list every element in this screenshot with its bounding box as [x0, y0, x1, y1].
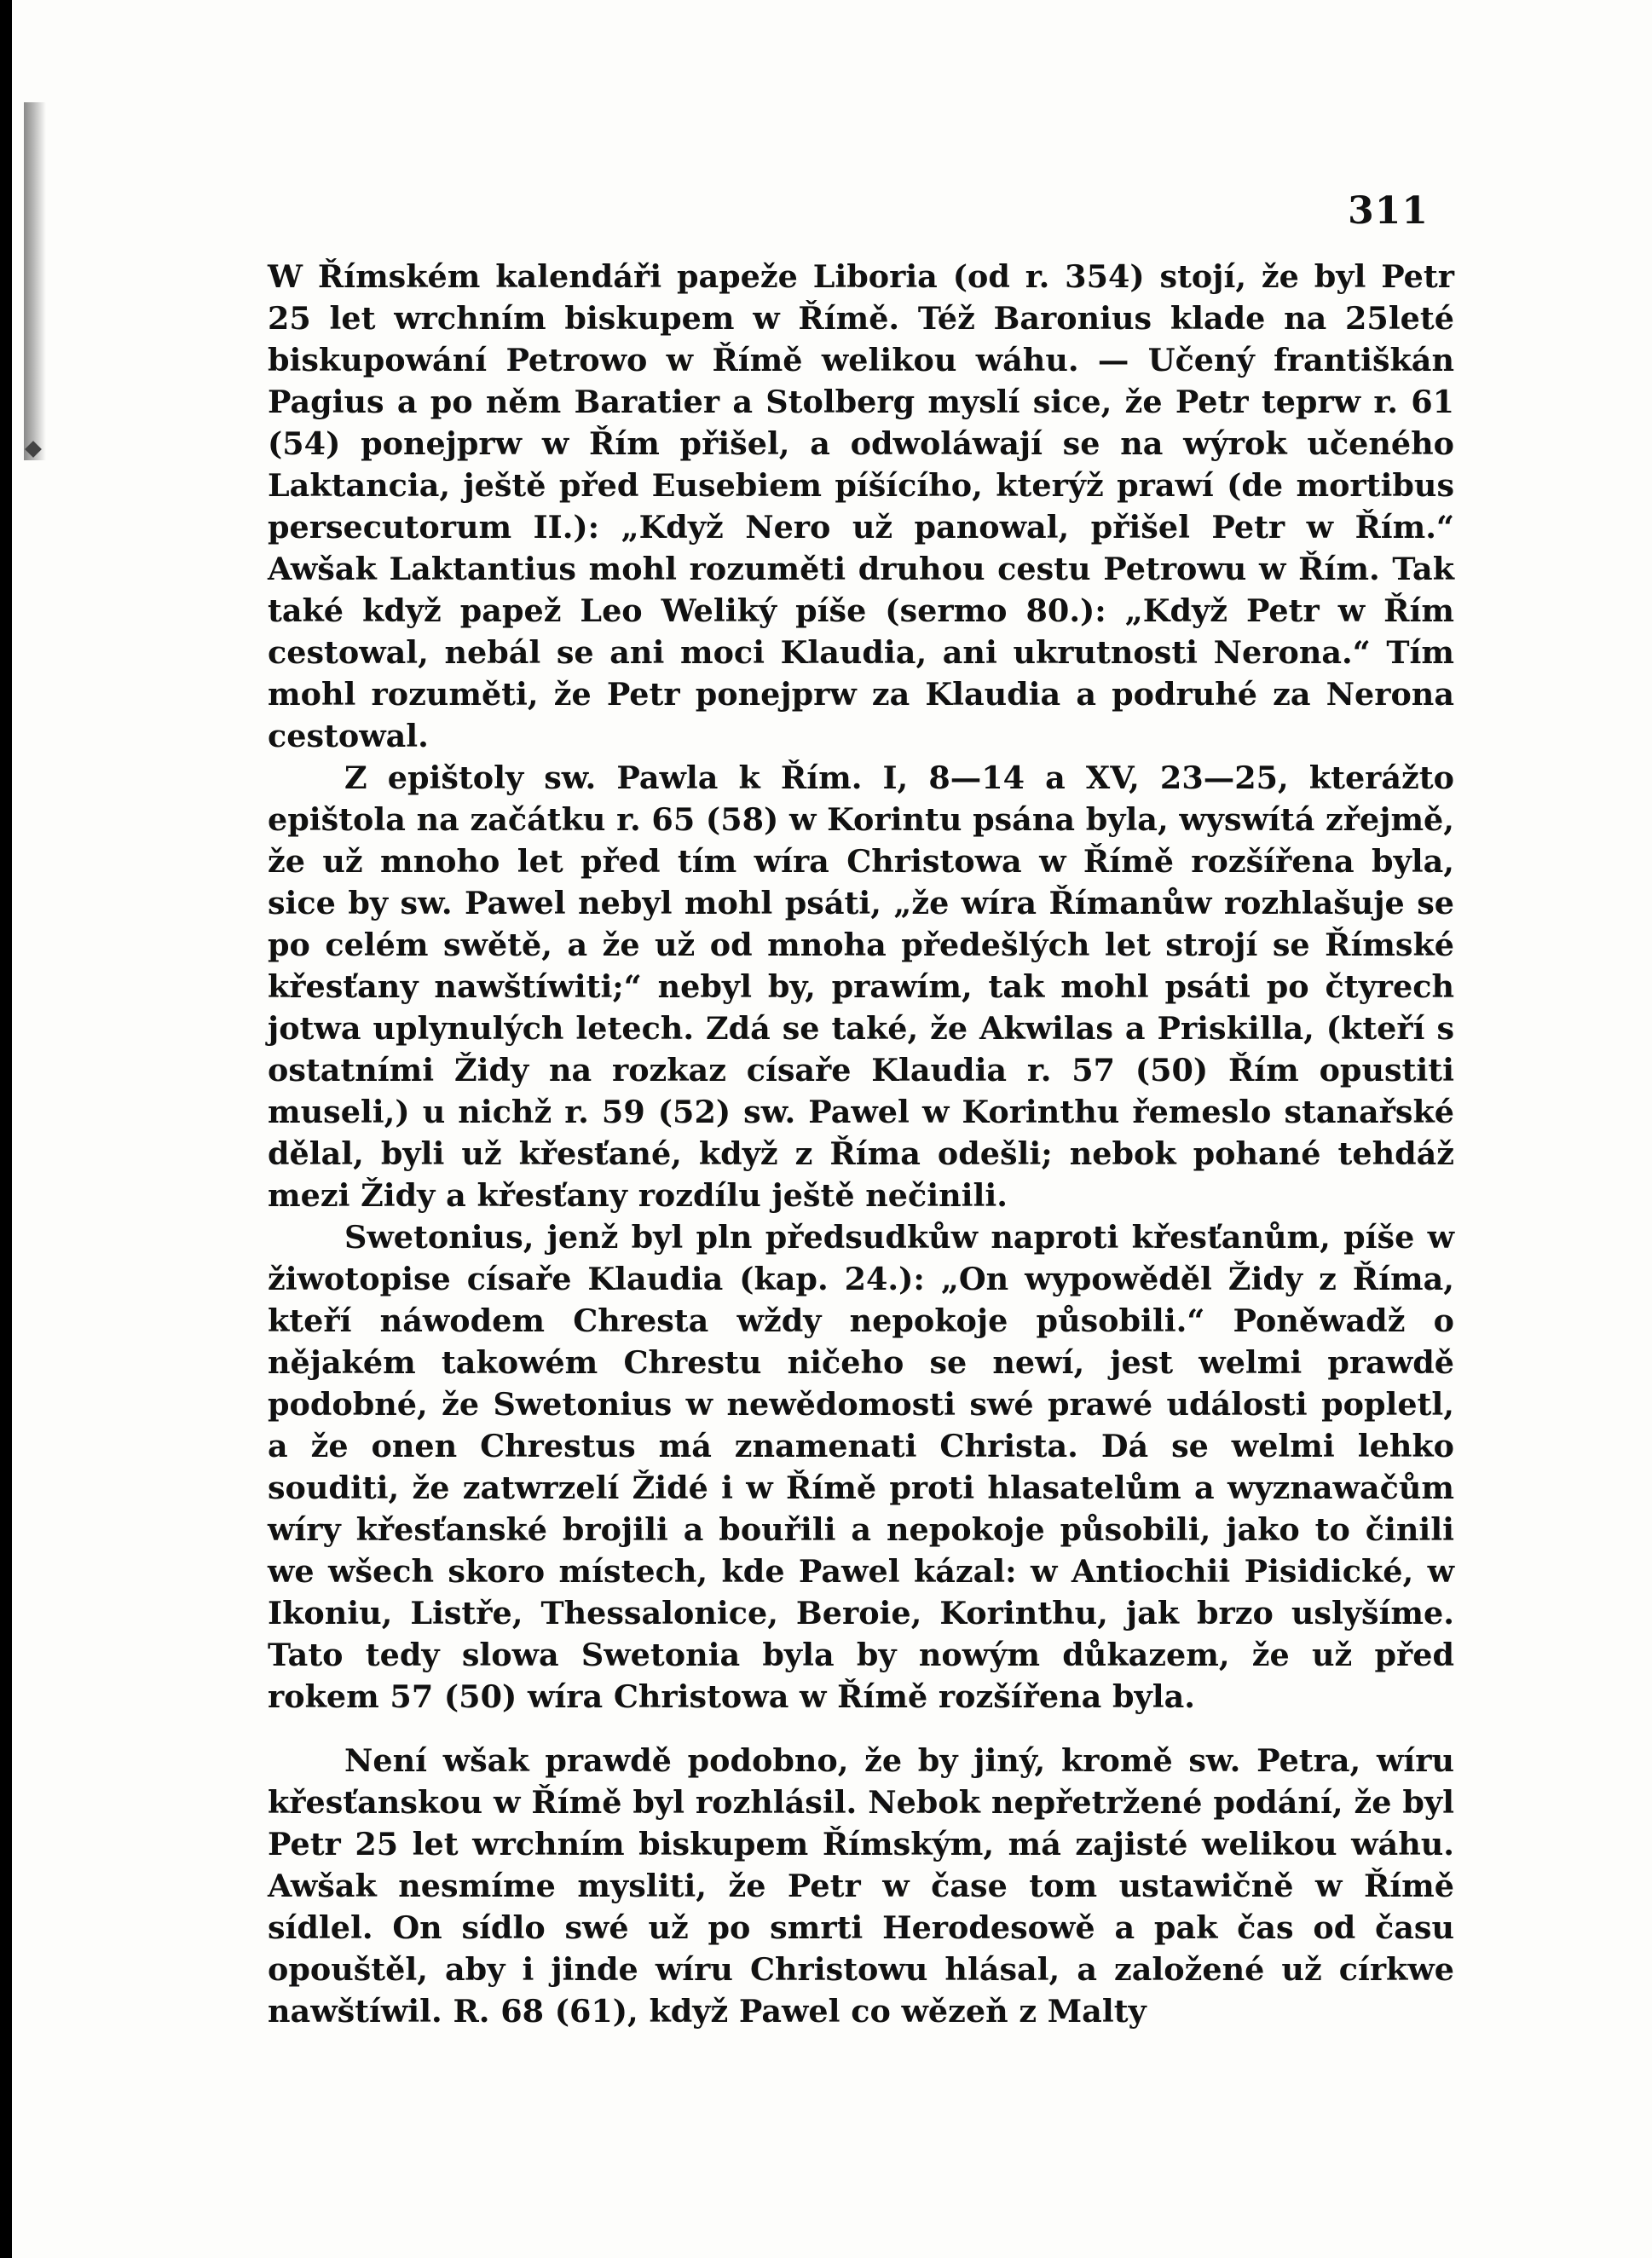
- paragraph-3: Swetonius, jenž byl pln předsudkůw naproti křesťanům, píše w žiwotopise císaře Klaudia (kap. 24.): „On wypowěděl Židy z Říma, kteří náwodem Chresta wždy nepokoje působili.“ Poněwadž o nějakém takowém Chrestu ničeho se newí, jest welmi prawdě podobné, že Swetonius w newědomosti swé prawé události popletl, a že onen Chrestus má znamenati Christa. Dá se welmi lehko souditi, že zatwrzelí Židé i w Římě proti hlasatelům a wyznawačům wíry křesťanské brojili a bouřili a nepokoje působili, jako to činili we wšech skoro místech, kde Pawel kázal: w Antiochii Pisidické, w Ikoniu, Listře, Thessalonice, Beroie, Korinthu, jak brzo uslyšíme. Tato tedy slowa Swetonia byla by nowým důkazem, že už před rokem 57 (50) wíra Christowa w Římě rozšířena byla.: [268, 1219, 1454, 1715]
- paragraph-1: W Římském kalendáři papeže Liboria (od r. 354) stojí, že byl Petr 25 let wrchním biskupem w Římě. Též Baronius klade na 25leté biskupowání Petrowo w Římě welikou wáhu. — Učený františkán Pagius a po něm Baratier a Stolberg myslí sice, že Petr teprw r. 61 (54) ponejprw w Řím přišel, a odwoláwají se na wýrok učeného Laktancia, ještě před Eusebiem píšícího, kterýž prawí (de mortibus persecutorum II.): „Když Nero už panowal, přišel Petr w Řím.“ Awšak Laktantius mohl rozuměti druhou cestu Petrowu w Řím. Tak také když papež Leo Weliký píše (sermo 80.): „Když Petr w Řím cestowal, nebál se ani moci Klaudia, ani ukrutnosti Nerona.“ Tím mohl rozuměti, že Petr ponejprw za Klaudia a podruhé za Nerona cestowal.: [268, 258, 1454, 754]
- body-text: [268, 256, 1454, 2032]
- paragraph-2: Z epištoly sw. Pawla k Řím. I, 8—14 a XV, 23—25, kterážto epištola na začátku r. 65 (58) w Korintu psána byla, wyswítá zřejmě, že už mnoho let před tím wíra Christowa w Římě rozšířena byla, sice by sw. Pawel nebyl mohl psáti, „že wíra Římanůw rozhlašuje se po celém swětě, a že už od mnoha předešlých let strojí se Římské křesťany nawštíwiti;“ nebyl by, prawím, tak mohl psáti po čtyrech jotwa uplynulých letech. Zdá se také, že Akwilas a Priskilla, (kteří s ostatními Židy na rozkaz císaře Klaudia r. 57 (50) Řím opustiti museli,) u nichž r. 59 (52) sw. Pawel w Korinthu řemeslo stanařské dělal, byli už křesťané, když z Říma odešli; nebok pohané tehdáž mezi Židy a křesťany rozdílu ještě nečinili.: [268, 759, 1454, 1214]
- binding-edge: [0, 0, 12, 2258]
- paragraph-4: Není wšak prawdě podobno, že by jiný, kromě sw. Petra, wíru křesťanskou w Římě byl rozhlásil. Nebok nepřetržené podání, že byl Petr 25 let wrchním biskupem Římským, má zajisté welikou wáhu. Awšak nesmíme mysliti, že Petr w čase tom ustawičně w Římě sídlel. On sídlo swé už po smrti Herodesowě a pak čas od času opouštěl, aby i jinde wíru Christowu hlásal, a založené už církwe nawštíwil. R. 68 (61), když Pawel co wězeň z Malty: [268, 1742, 1454, 2030]
- page-number: 311: [1348, 189, 1429, 233]
- binding-shadow: [24, 102, 46, 460]
- book-page: [12, 0, 1652, 2258]
